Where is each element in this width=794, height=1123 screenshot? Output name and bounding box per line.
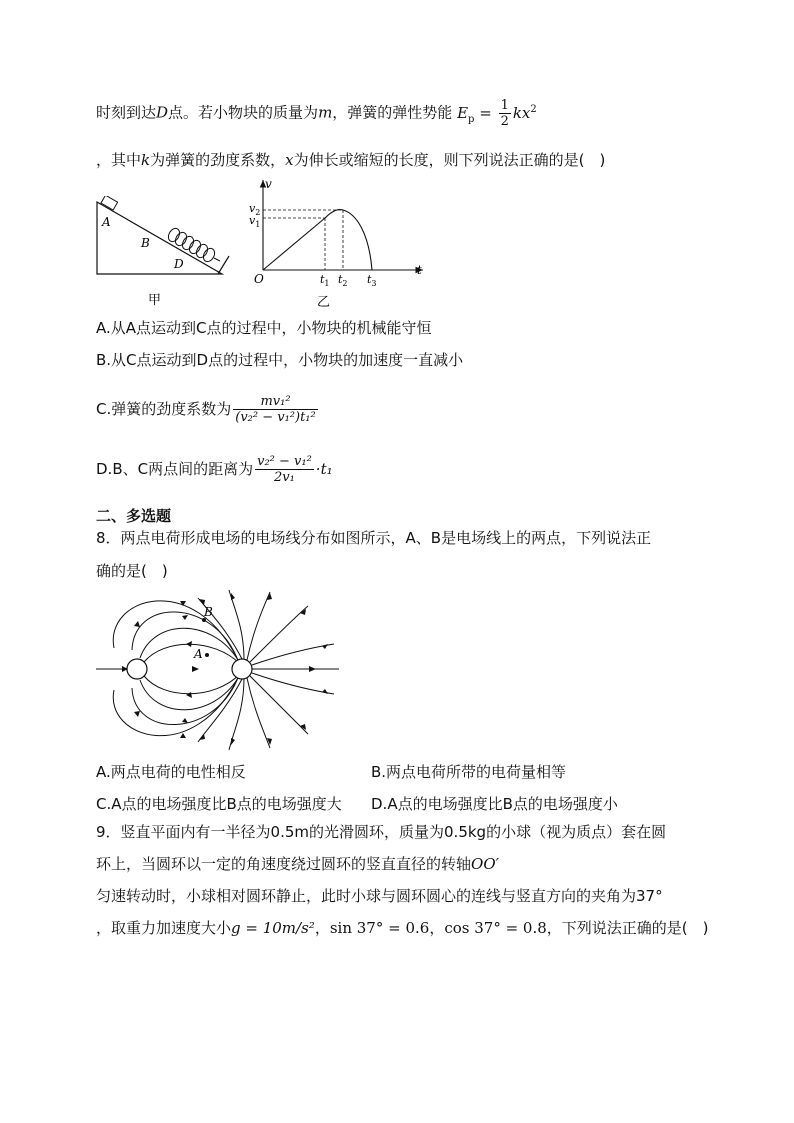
label-A: A — [194, 647, 203, 661]
right-charge — [232, 659, 252, 679]
q9-stem-line4 — [96, 918, 709, 938]
figure-yi-vt-graph — [245, 174, 435, 314]
var-k: k — [141, 151, 151, 169]
optD-den: 2v₁ — [274, 470, 295, 485]
text: ，下列说法正确的是( ) — [546, 919, 709, 937]
q7-option-C — [96, 394, 320, 425]
text: 点。若小物块的质量为 — [168, 103, 319, 122]
q8-option-B: B.两点电荷所带的电荷量相等 — [371, 763, 567, 781]
q9-stem-line1: 9．竖直平面内有一半径为0.5m的光滑圆环，质量为0.5kg的小球（视为质点）套在圆 — [96, 823, 667, 841]
q8-stem-line2: 确的是( ) — [96, 562, 168, 580]
ep-formula — [457, 98, 537, 129]
var-D: D — [156, 103, 169, 122]
text: 为弹簧的劲度系数， — [150, 151, 286, 169]
q8-option-A: A.两点电荷的电性相反 — [96, 763, 246, 781]
label-A: A — [102, 215, 111, 229]
q8-option-D: D.A点的电场强度比B点的电场强度小 — [371, 795, 618, 813]
wall — [218, 256, 229, 274]
sin-value: sin 37° = 0.6 — [329, 919, 430, 937]
sep: ， — [429, 919, 445, 937]
text: ，弹簧的弹性势能 — [332, 103, 453, 122]
ep-E: E — [457, 103, 469, 122]
vt-line — [263, 218, 325, 270]
q9-stem-line3: 匀速转动时，小球相对圆环静止，此时小球与圆环圆心的连线与竖直方向的夹角为37° — [96, 887, 663, 905]
q7-stem-line2 — [96, 150, 605, 170]
caption-jia: 甲 — [148, 293, 162, 308]
cos-value: cos 37° = 0.8 — [444, 919, 547, 937]
optD-tail: ·t₁ — [315, 460, 333, 478]
q7-stem-line1 — [96, 98, 537, 130]
optD-num: v₂² − v₁² — [257, 454, 312, 469]
label-O: O — [254, 272, 264, 286]
var-m: m — [318, 103, 333, 122]
ep-kx: kx — [512, 103, 531, 122]
q8-option-C: C.A点的电场强度比B点的电场强度大 — [96, 795, 342, 813]
q7-option-B: B.从C点运动到D点的过程中，小物块的加速度一直减小 — [96, 351, 464, 369]
label-v2: $v_2$ — [249, 202, 261, 217]
optC-fraction — [233, 394, 317, 425]
q9-stem-line2 — [96, 854, 499, 874]
sep: ， — [314, 919, 330, 937]
text: 为伸长或缩短的长度，则下列说法正确的是( ) — [293, 151, 606, 169]
text: D.B、C两点间的距离为 — [96, 460, 254, 478]
var-x: x — [285, 151, 294, 169]
text: 环上，当圆环以一定的角速度绕过圆环的竖直直径的转轴 — [96, 855, 472, 873]
figure-field-lines — [94, 588, 344, 756]
label-v: v — [265, 177, 272, 191]
caption-yi: 乙 — [317, 295, 331, 310]
label-B: B — [204, 605, 213, 619]
dashed-guides — [263, 210, 343, 270]
left-charge — [127, 659, 147, 679]
point-A — [205, 653, 209, 657]
label-t: t — [417, 263, 422, 277]
text: ，取重力加速度大小 — [96, 919, 232, 937]
axis-OO: OO′ — [471, 855, 500, 873]
ep-eq: = — [474, 103, 497, 122]
text: ，其中 — [96, 151, 142, 169]
optC-num: mv₁² — [233, 394, 317, 410]
ep-num: 1 — [500, 98, 509, 113]
q7-option-A: A.从A点运动到C点的过程中，小物块的机械能守恒 — [96, 319, 432, 337]
text: C.弹簧的劲度系数为 — [96, 400, 232, 418]
figure-jia-incline — [90, 196, 240, 314]
section-heading-multi-choice: 二、多选题 — [96, 507, 172, 525]
label-t3: $t_3$ — [367, 273, 377, 288]
g-value: g = 10m/s² — [231, 919, 315, 937]
ep-sub: p — [468, 113, 475, 125]
optD-fraction — [255, 454, 314, 485]
label-t1: $t_1$ — [320, 273, 330, 288]
ep-sup: 2 — [530, 103, 537, 115]
incline-triangle — [97, 202, 222, 274]
label-B: B — [141, 236, 150, 250]
ep-fraction — [499, 98, 511, 129]
label-D: D — [174, 257, 184, 271]
optC-den: (v₂² − v₁²)t₁² — [235, 410, 316, 425]
vt-curve — [325, 209, 372, 270]
text: 时刻到达 — [96, 103, 157, 122]
label-v1: $v_1$ — [249, 214, 261, 229]
block — [101, 196, 118, 210]
q8-stem-line1: 8．两点电荷形成电场的电场线分布如图所示，A、B是电场线上的两点，下列说法正 — [96, 529, 652, 547]
q7-option-D — [96, 454, 333, 485]
label-t2: $t_2$ — [338, 273, 348, 288]
ep-den: 2 — [500, 114, 509, 129]
